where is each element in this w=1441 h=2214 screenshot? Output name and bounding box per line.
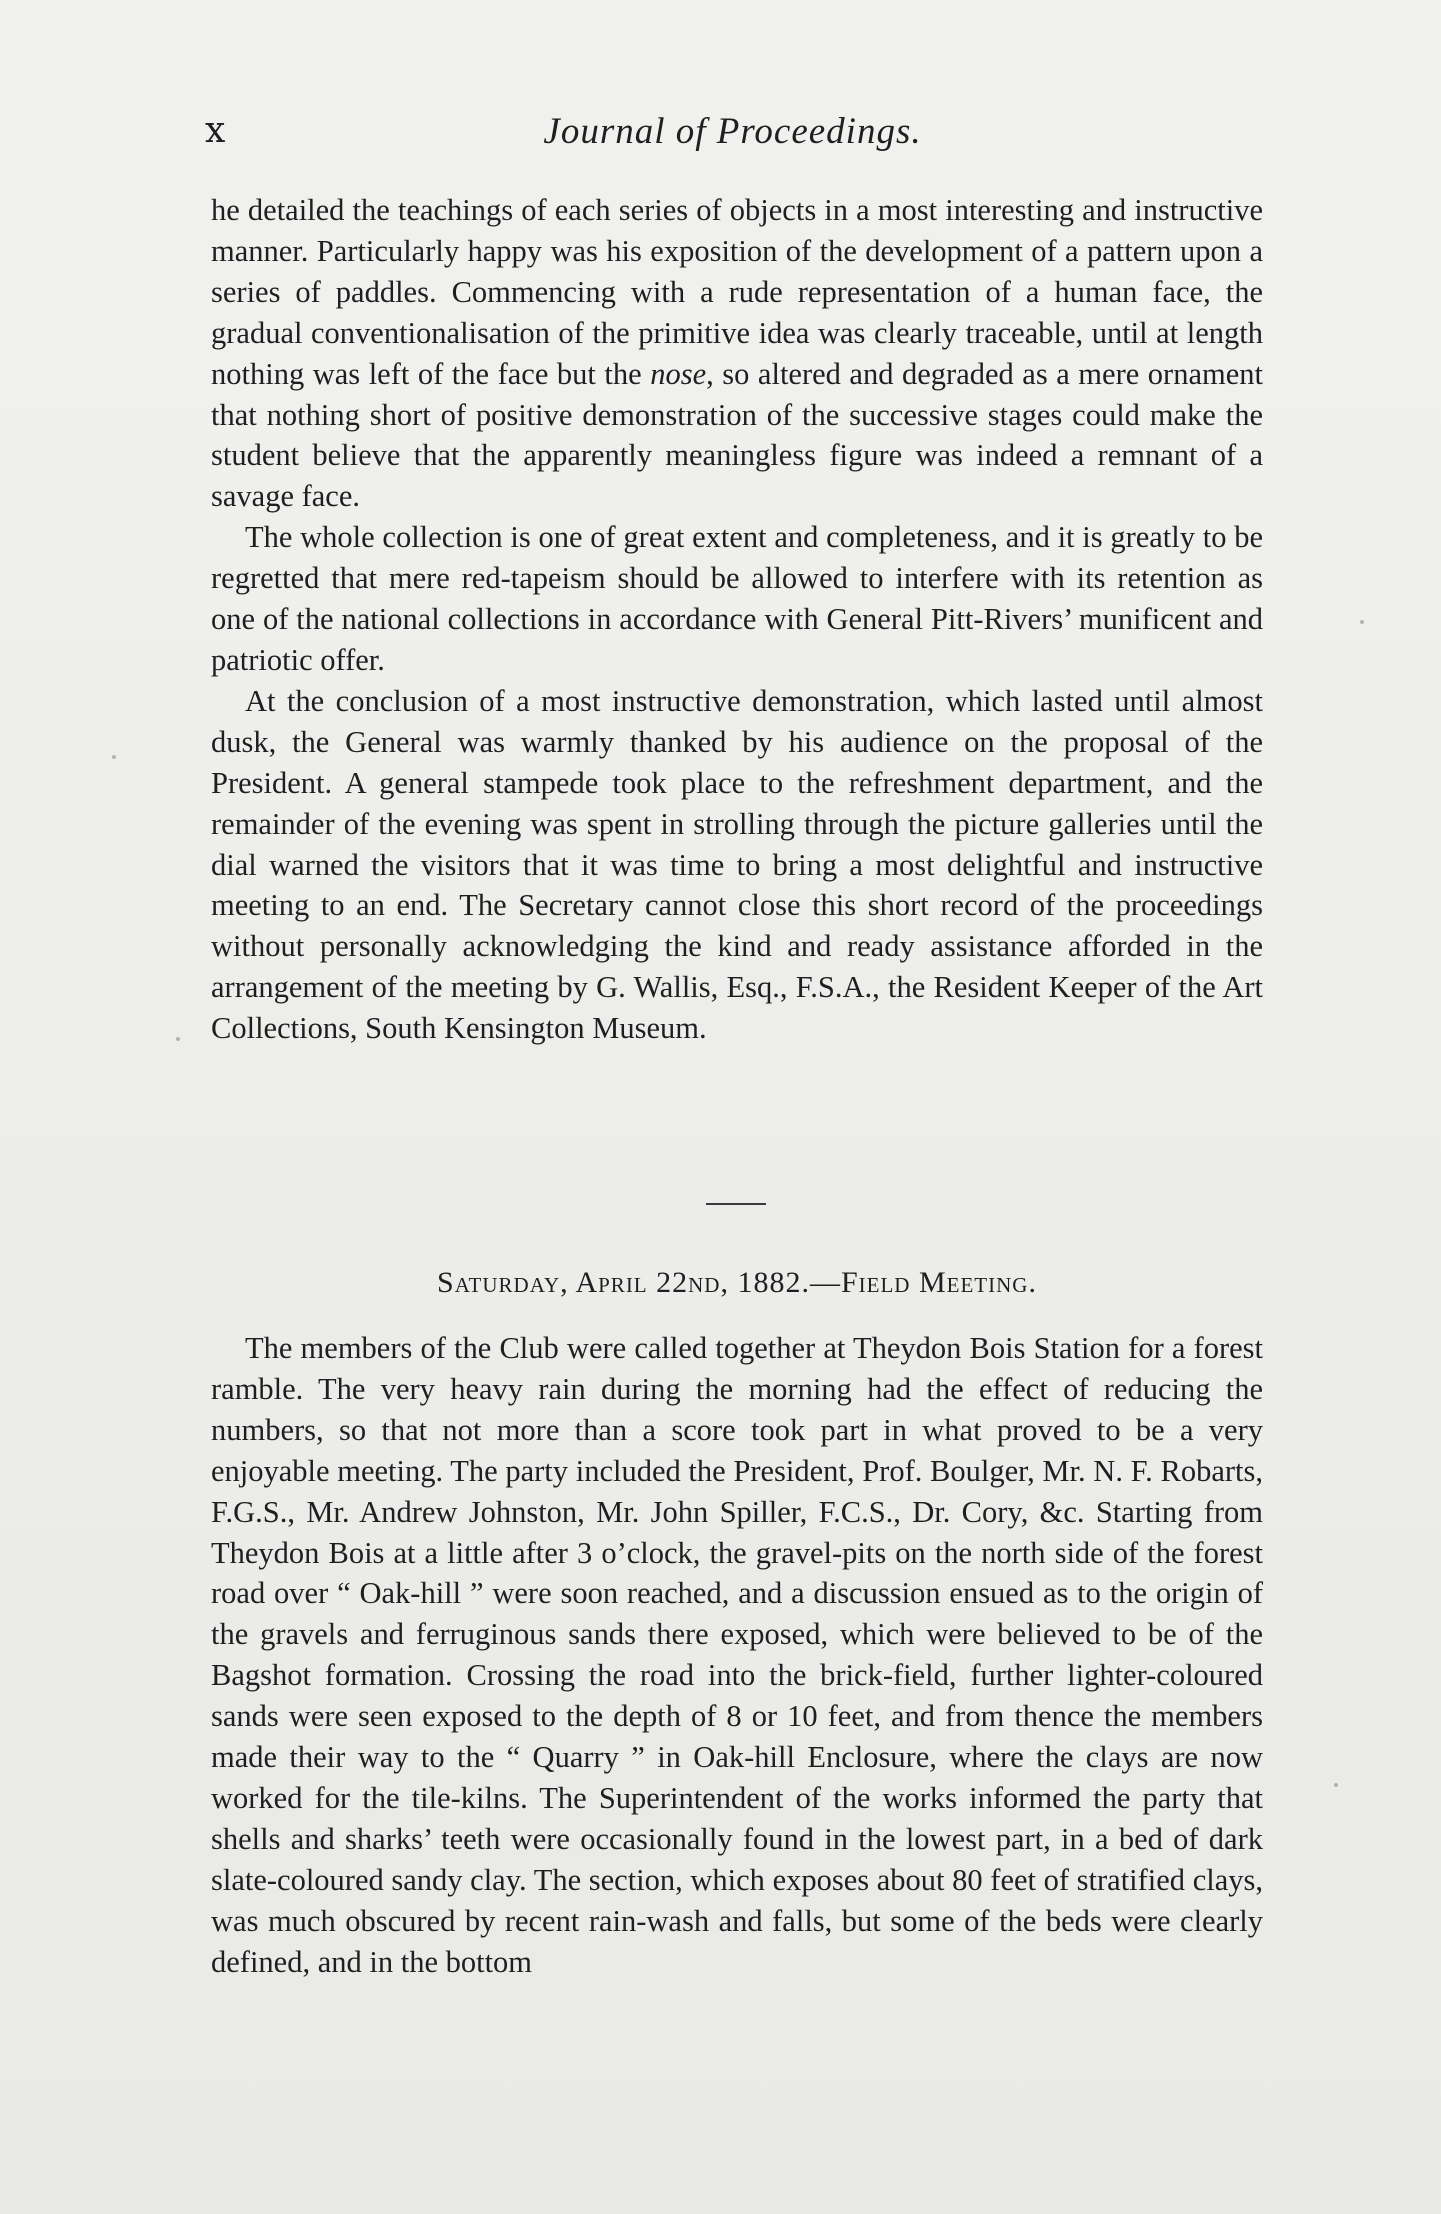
page-number: x (205, 110, 227, 151)
section-heading: Saturday, April 22nd, 1882.—Field Meeting. (437, 1266, 1037, 1299)
paragraph-collection: The whole collection is one of great extent and completeness, and it is greatly to be regretted that mere red-tapeism should be allowed to interfere with its retention as one of the national collections in accordance with General Pitt-Rivers’ munificent and patriotic offer. (211, 520, 1263, 677)
section-divider (706, 1203, 766, 1205)
paragraph-conclusion: At the conclusion of a most instructive demonstration, which lasted until almost dusk, the General was warmly thanked by his audience on the proposal of the President. A general stampede took place to the refreshment department, and the remainder of the evening was spent in strolling through the picture galleries until the dial warned the visitors that it was time to bring a most delightful and instructive meeting to an end. The Secretary cannot close this short record of the proceedings without personally acknowledging the kind and ready assistance afforded in the arrangement of the meeting by G. Wallis, Esq., F.S.A., the Resident Keeper of the Art Collections, South Kensington Museum. (211, 683, 1263, 1046)
page-header (205, 110, 1260, 160)
paragraph-field-meeting: The members of the Club were called together at Theydon Bois Station for a forest ramble. The very heavy rain during the morning had the effect of reducing the numbers, so that not more than a score took part in what proved to be a very enjoyable meeting. The party included the President, Prof. Boulger, Mr. N. F. Robarts, F.G.S., Mr. Andrew Johnston, Mr. John Spiller, F.C.S., Dr. Cory, &c. Starting from Theydon Bois at a little after 3 o’clock, the gravel-pits on the north side of the forest road over “ Oak-hill ” were soon reached, and a discussion ensued as to the origin of the gravels and ferruginous sands there exposed, which were believed to be of the Bagshot formation. Crossing the road into the brick-field, further lighter-coloured sands were seen exposed to the depth of 8 or 10 feet, and from thence the members made their way to the “ Quarry ” in Oak-hill Enclosure, where the clays are now worked for the tile-kilns. The Superintendent of the works informed the party that shells and sharks’ teeth were occasionally found in the lowest part, in a bed of dark slate-coloured sandy clay. The section, which exposes about 80 feet of stratified clays, was much obscured by recent rain-wash and falls, but some of the beds were clearly defined, and in the bottom (211, 1331, 1263, 1979)
paragraph-text: , so altered and degraded as a mere ornament that nothing short of positive demonstration of the successive stages could make the student believe that the apparently meaningless figure was indeed a remnant of a savage face. (211, 356, 1263, 514)
body-text (211, 190, 1263, 1049)
paper-speck (112, 755, 116, 759)
paragraph-continued (211, 190, 1263, 517)
emphasized-word: nose (650, 356, 707, 391)
running-title: Journal of Proceedings. (543, 111, 922, 152)
paper-speck (1334, 1783, 1338, 1787)
paragraph-text: he detailed the teachings of each series of objects in a most interesting and instructive manner. Particularly happy was his exposition of the development of a pattern upon a series of paddles. Commencing with a rude representation of a human face, the gradual conventionalisation of the primitive idea was clearly traceable, until at length nothing was left of the face but the (211, 193, 1263, 391)
section-body-text (211, 1328, 1263, 1983)
paper-speck (176, 1037, 180, 1041)
paper-speck (1360, 620, 1364, 624)
